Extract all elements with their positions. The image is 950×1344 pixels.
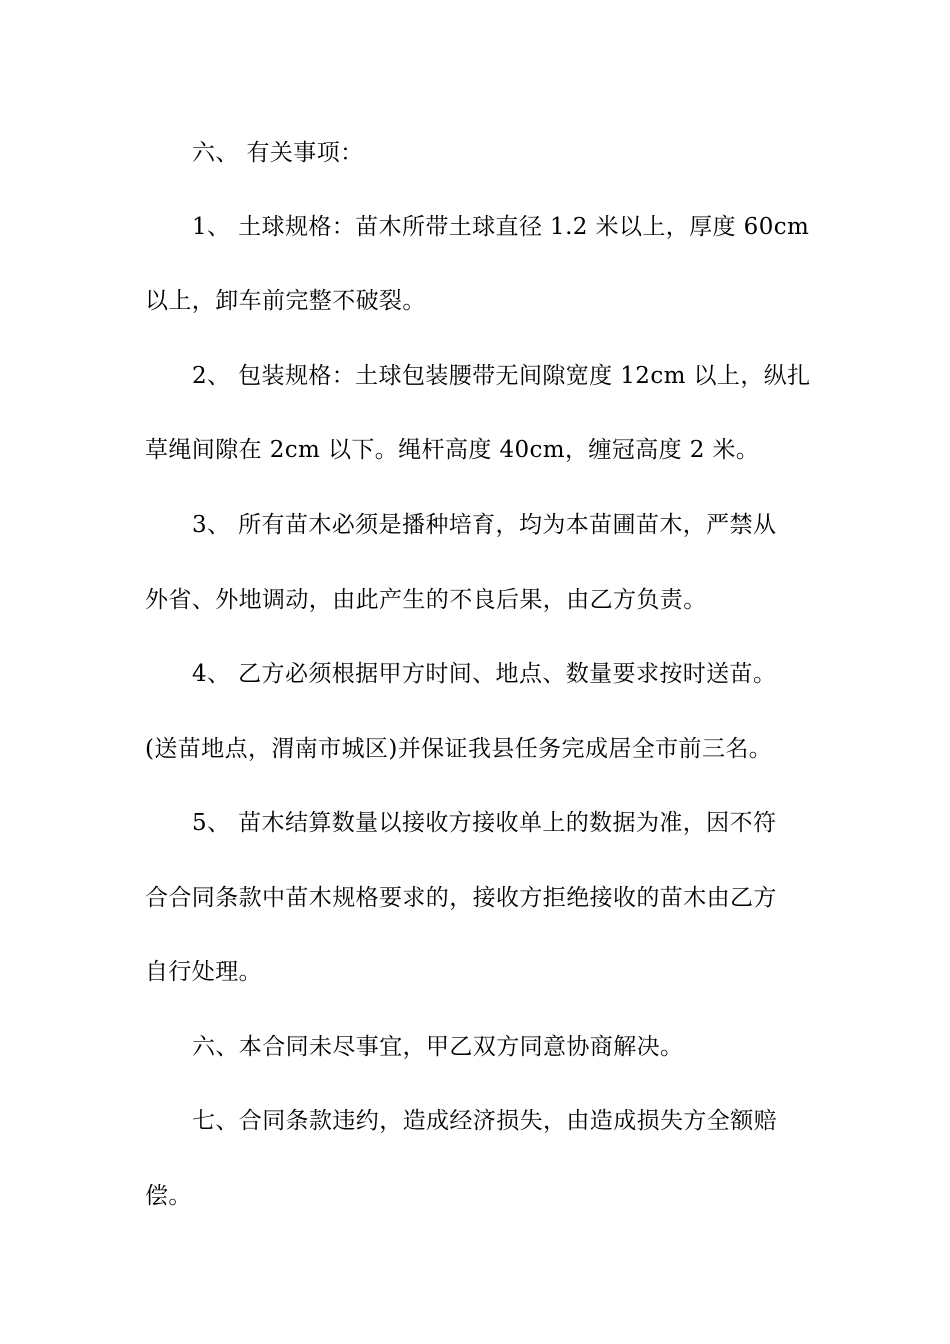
item-4-line-2: (送苗地点，渭南市城区)并保证我县任务完成居全市前三名。 — [145, 736, 773, 762]
item-1-line-2: 以上，卸车前完整不破裂。 — [145, 288, 426, 314]
clause-6: 六、本合同未尽事宜，甲乙双方同意协商解决。 — [192, 1034, 684, 1060]
item-1-line-1: 1、 土球规格：苗木所带土球直径 1.2 米以上，厚度 60cm — [192, 214, 810, 240]
item-5-line-2: 合合同条款中苗木规格要求的，接收方拒绝接收的苗木由乙方 — [145, 885, 777, 911]
item-2-line-2: 草绳间隙在 2cm 以下。绳杆高度 40cm，缠冠高度 2 米。 — [145, 437, 760, 463]
item-4-line-1: 4、 乙方必须根据甲方时间、地点、数量要求按时送苗。 — [192, 661, 777, 687]
item-2-line-1: 2、 包装规格：土球包装腰带无间隙宽度 12cm 以上，纵扎 — [192, 363, 811, 389]
section-heading-6: 六、 有关事项： — [192, 140, 364, 166]
item-5-line-1: 5、 苗木结算数量以接收方接收单上的数据为准，因不符 — [192, 810, 777, 836]
clause-7-line-2: 偿。 — [145, 1183, 192, 1209]
clause-7-line-1: 七、合同条款违约，造成经济损失，由造成损失方全额赔 — [192, 1108, 777, 1134]
item-3-line-1: 3、 所有苗木必须是播种培育，均为本苗圃苗木，严禁从 — [192, 512, 777, 538]
item-5-line-3: 自行处理。 — [145, 959, 262, 985]
item-3-line-2: 外省、外地调动，由此产生的不良后果，由乙方负责。 — [145, 587, 707, 613]
